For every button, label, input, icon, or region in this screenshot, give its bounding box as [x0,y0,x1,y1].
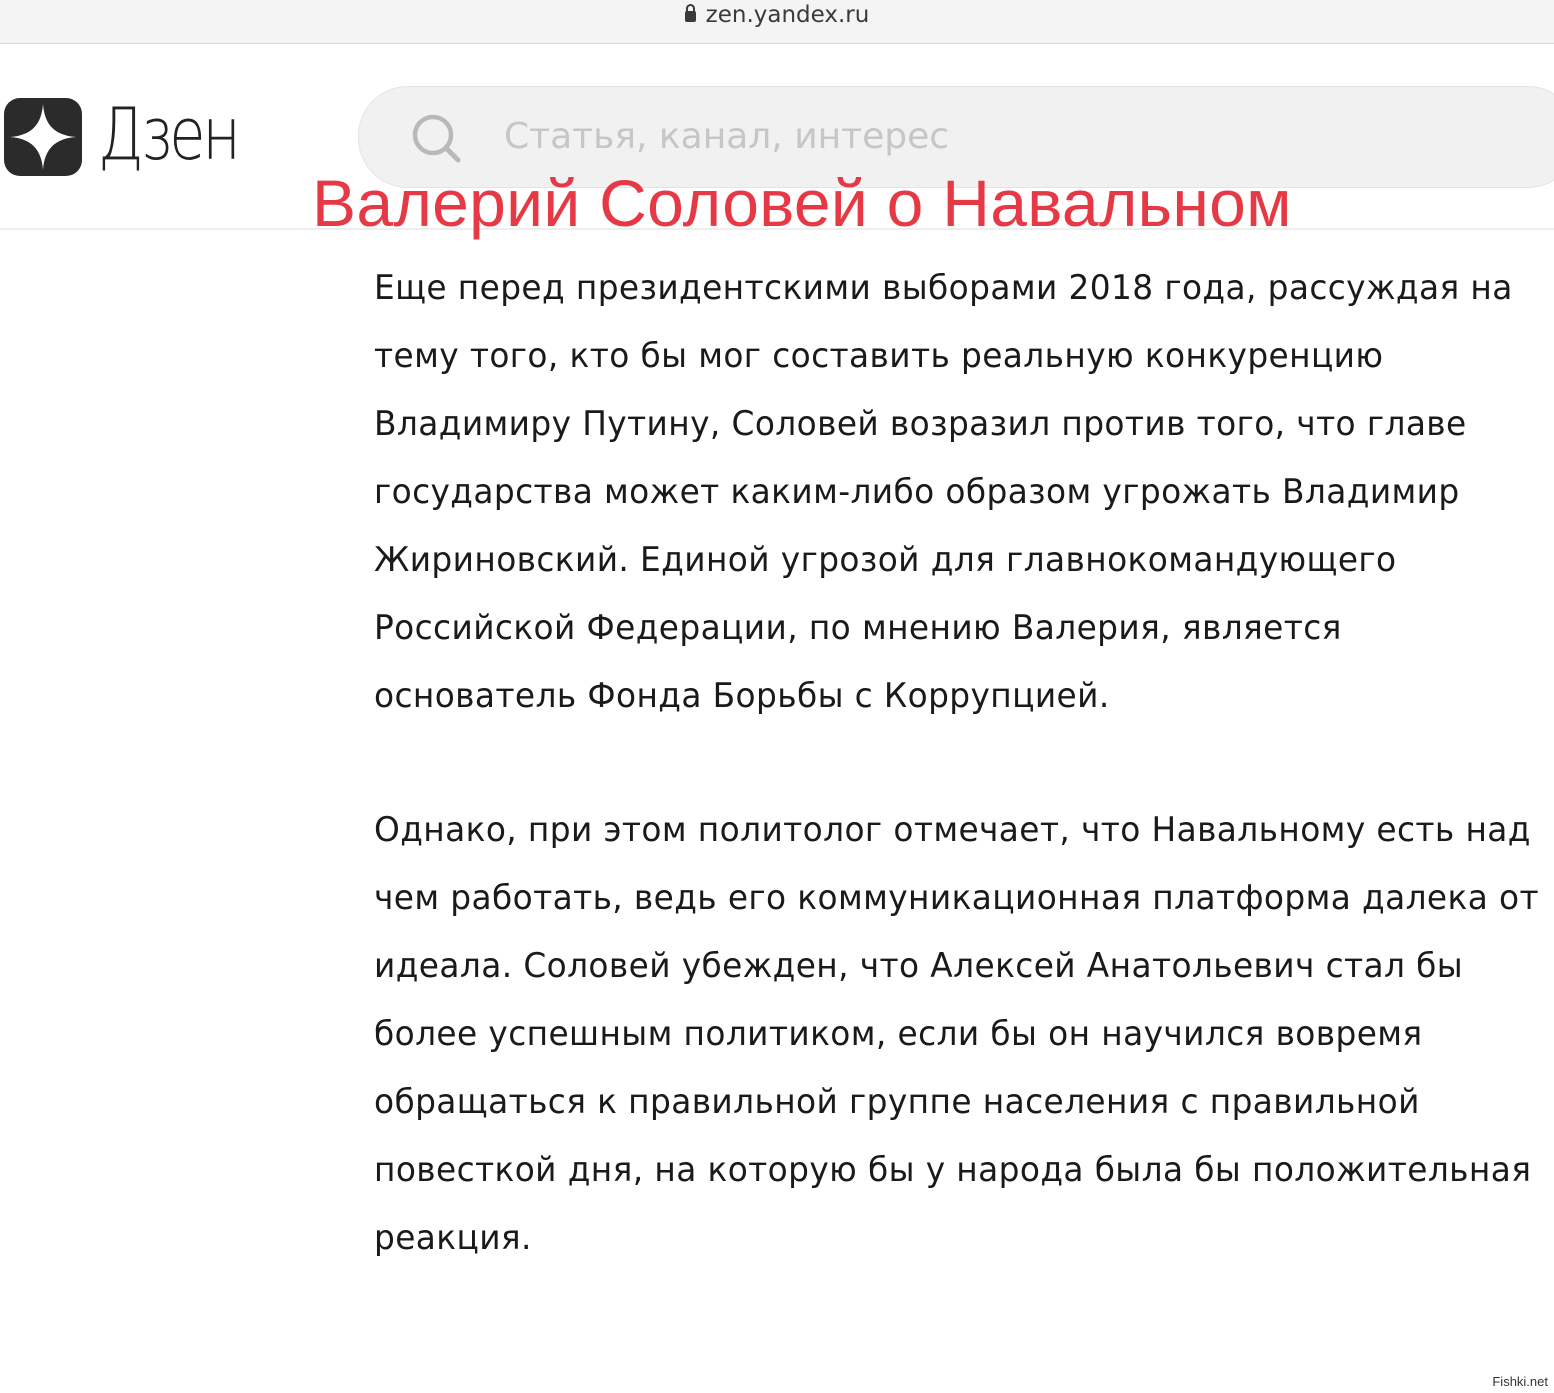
search-icon[interactable] [411,113,461,163]
browser-url-bar[interactable] [0,0,1554,44]
lock-icon [685,10,696,23]
overlay-caption-title: Валерий Соловей о Навальном [312,166,1292,240]
logo-text: Дзен [98,92,238,176]
article-paragraph: Еще перед президентскими выборами 2018 года, рассуждая на тему того, кто бы мог составить реальную конкуренцию Владимиру Путину, Соловей возразил против того, что главе государства может каким-либо образом угрожать Владимир Жириновский. Единой угрозой для главнокомандующего Российской Федерации, по мнению Валерия, является основатель Фонда Борьбы с Коррупцией. [374,268,1513,716]
article-body [374,254,1549,1272]
zen-logo-icon [4,98,82,176]
article-paragraph: Однако, при этом политолог отмечает, что Навальному есть над чем работать, ведь его коммуникационная платформа далека от идеала. Соловей убежден, что Алексей Анатольевич стал бы более успешным политиком, если бы он научился вовремя обращаться к правильной группе населения с правильной повесткой дня, на которую бы у народа была бы положительная реакция. [374,810,1539,1258]
watermark: Fishki.net [1492,1374,1548,1389]
url-display[interactable] [0,2,1554,28]
url-text: zen.yandex.ru [705,2,870,28]
search-input[interactable] [504,107,1404,165]
